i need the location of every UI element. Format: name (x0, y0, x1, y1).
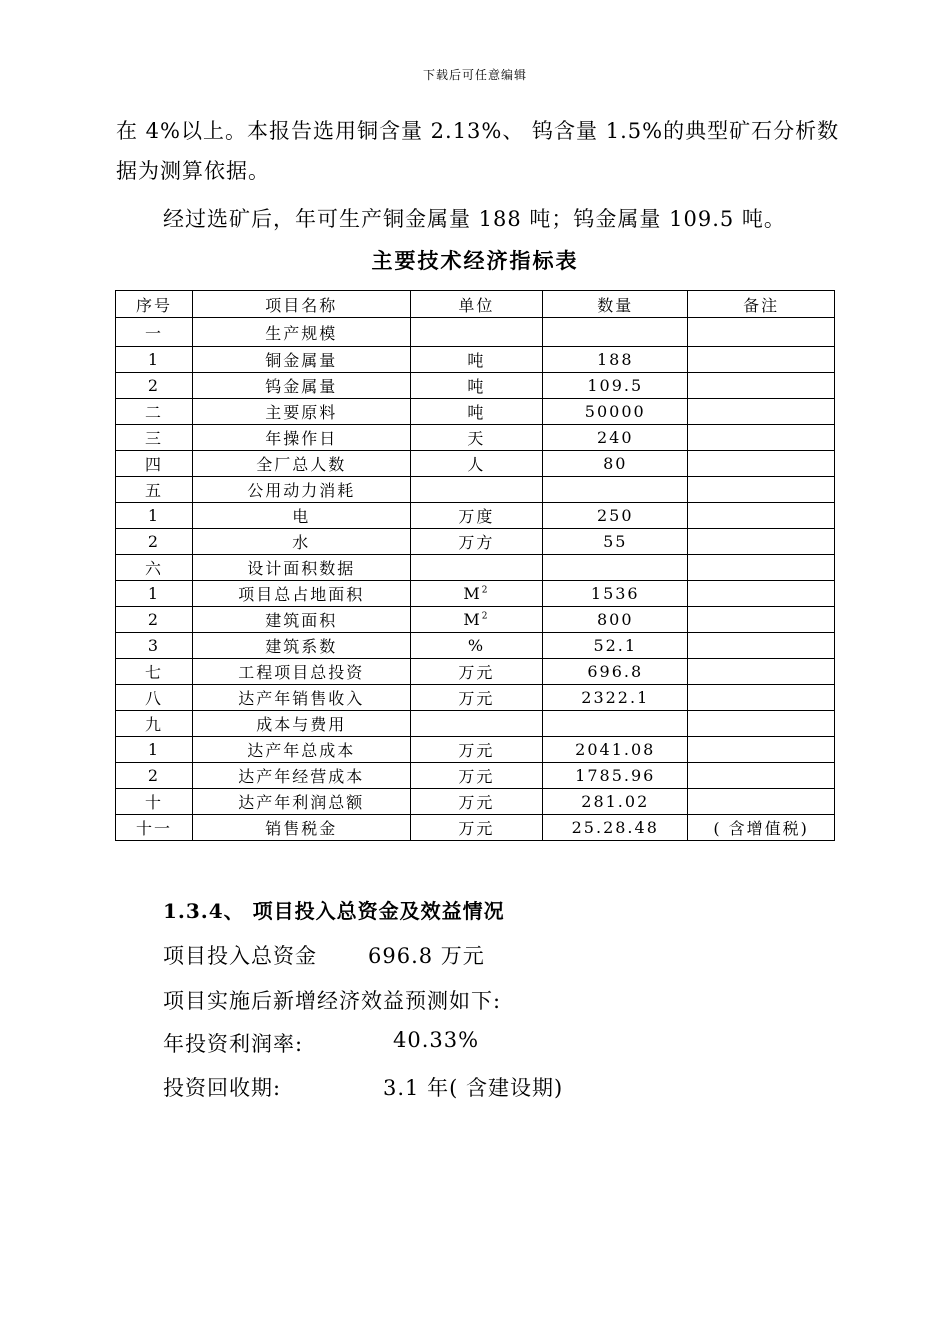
table-row (116, 555, 835, 581)
cell-unit: 万度 (410, 503, 543, 529)
table-row (116, 529, 835, 555)
cell-quantity: 109.5 (543, 373, 688, 399)
cell-remark (688, 529, 835, 555)
cell-unit: 天 (410, 425, 543, 451)
cell-quantity: 188 (543, 347, 688, 373)
table-row (116, 451, 835, 477)
cell-unit (410, 477, 543, 503)
payback-line (163, 1072, 564, 1102)
cell-quantity: 800 (543, 607, 688, 633)
profit-line (163, 1028, 480, 1058)
cell-item: 成本与费用 (192, 711, 410, 737)
cell-unit: 吨 (410, 373, 543, 399)
cell-index: 八 (116, 685, 193, 711)
cell-remark (688, 633, 835, 659)
cell-remark (688, 399, 835, 425)
cell-remark (688, 503, 835, 529)
table-row (116, 581, 835, 607)
table-title: 主要技术经济指标表 (371, 248, 579, 273)
cell-item: 项目总占地面积 (192, 581, 410, 607)
invest-value: 696.8 万元 (368, 944, 485, 968)
cell-index: 十 (116, 789, 193, 815)
cell-item: 生产规模 (192, 318, 410, 347)
cell-item: 销售税金 (192, 815, 410, 841)
cell-remark (688, 581, 835, 607)
cell-unit: 万元 (410, 763, 543, 789)
table-row (116, 607, 835, 633)
cell-quantity: 55 (543, 529, 688, 555)
cell-item: 达产年经营成本 (192, 763, 410, 789)
cell-index: 十一 (116, 815, 193, 841)
cell-remark: ( 含增值税) (688, 815, 835, 841)
cell-remark (688, 711, 835, 737)
cell-index: 四 (116, 451, 193, 477)
table-header-row (116, 291, 835, 318)
cell-remark (688, 373, 835, 399)
header-cell-index: 序号 (116, 291, 193, 318)
cell-quantity: 250 (543, 503, 688, 529)
cell-index: 1 (116, 737, 193, 763)
profit-label: 年投资利润率: (163, 1032, 304, 1056)
cell-item: 水 (192, 529, 410, 555)
cell-unit: 吨 (410, 347, 543, 373)
cell-item: 铜金属量 (192, 347, 410, 373)
cell-index: 九 (116, 711, 193, 737)
cell-quantity: 2322.1 (543, 685, 688, 711)
payback-value: 3.1 年( 含建设期) (383, 1076, 564, 1100)
invest-label: 项目投入总资金 (163, 944, 317, 968)
table-row (116, 633, 835, 659)
table-row (116, 737, 835, 763)
cell-index: 五 (116, 477, 193, 503)
cell-index: 2 (116, 607, 193, 633)
cell-item: 建筑面积 (192, 607, 410, 633)
cell-quantity: 281.02 (543, 789, 688, 815)
cell-unit: 万元 (410, 815, 543, 841)
cell-quantity: 50000 (543, 399, 688, 425)
cell-index: 1 (116, 581, 193, 607)
cell-unit: 万方 (410, 529, 543, 555)
cell-item: 达产年利润总额 (192, 789, 410, 815)
cell-unit: 万元 (410, 789, 543, 815)
cell-quantity: 1536 (543, 581, 688, 607)
cell-index: 六 (116, 555, 193, 581)
unit-superscript: 2 (481, 611, 490, 622)
cell-unit (410, 318, 543, 347)
table-row (116, 399, 835, 425)
cell-remark (688, 659, 835, 685)
cell-unit: 人 (410, 451, 543, 477)
cell-index: 2 (116, 763, 193, 789)
payback-label: 投资回收期: (163, 1076, 282, 1100)
cell-quantity (543, 477, 688, 503)
table-row (116, 373, 835, 399)
section-title: 1.3.4、 项目投入总资金及效益情况 (163, 899, 505, 923)
cell-remark (688, 607, 835, 633)
cell-item: 建筑系数 (192, 633, 410, 659)
cell-unit (410, 711, 543, 737)
cell-unit: $M^2$ (410, 581, 543, 607)
table-row (116, 318, 835, 347)
cell-remark (688, 789, 835, 815)
cell-quantity: 240 (543, 425, 688, 451)
cell-item: 钨金属量 (192, 373, 410, 399)
table-row (116, 789, 835, 815)
header-cell-item: 项目名称 (192, 291, 410, 318)
paragraph-output: 经过选矿后，年可生产铜金属量 188 吨；钨金属量 109.5 吨。 (163, 207, 786, 231)
cell-unit: 万元 (410, 737, 543, 763)
cell-item: 电 (192, 503, 410, 529)
cell-item: 主要原料 (192, 399, 410, 425)
paragraph-ore-analysis: 在 4%以上。本报告选用铜含量 2.13%、 钨含量 1.5%的典型矿石分析数据为测算依据。 (116, 119, 840, 183)
cell-index: 七 (116, 659, 193, 685)
header-cell-remark: 备注 (688, 291, 835, 318)
cell-quantity (543, 555, 688, 581)
cell-index: 三 (116, 425, 193, 451)
cell-index: 3 (116, 633, 193, 659)
cell-index: 二 (116, 399, 193, 425)
table-row (116, 425, 835, 451)
cell-index: 1 (116, 347, 193, 373)
cell-unit: 万元 (410, 659, 543, 685)
profit-value: 40.33% (393, 1028, 480, 1052)
cell-quantity: 25.28.48 (543, 815, 688, 841)
cell-quantity: 2041.08 (543, 737, 688, 763)
cell-index: 2 (116, 529, 193, 555)
metrics-table (115, 290, 835, 841)
cell-unit: 吨 (410, 399, 543, 425)
cell-unit: 万元 (410, 685, 543, 711)
table-row (116, 659, 835, 685)
table-body (116, 318, 835, 841)
header-cell-unit: 单位 (410, 291, 543, 318)
cell-unit: $M^2$ (410, 607, 543, 633)
cell-quantity: 1785.96 (543, 763, 688, 789)
cell-item: 年操作日 (192, 425, 410, 451)
cell-unit: % (410, 633, 543, 659)
cell-item: 全厂总人数 (192, 451, 410, 477)
cell-item: 公用动力消耗 (192, 477, 410, 503)
cell-unit (410, 555, 543, 581)
forecast-line: 项目实施后新增经济效益预测如下: (163, 989, 502, 1013)
page-header: 下载后可任意编辑 (422, 68, 527, 82)
cell-quantity: 696.8 (543, 659, 688, 685)
cell-remark (688, 737, 835, 763)
table-row (116, 477, 835, 503)
cell-index: 2 (116, 373, 193, 399)
cell-remark (688, 477, 835, 503)
cell-remark (688, 425, 835, 451)
table-row (116, 815, 835, 841)
cell-index: 1 (116, 503, 193, 529)
table-row (116, 347, 835, 373)
cell-remark (688, 555, 835, 581)
table-row (116, 503, 835, 529)
cell-quantity (543, 711, 688, 737)
cell-quantity: 80 (543, 451, 688, 477)
unit-superscript: 2 (481, 585, 490, 596)
cell-item: 达产年总成本 (192, 737, 410, 763)
table-row (116, 711, 835, 737)
cell-item: 达产年销售收入 (192, 685, 410, 711)
cell-index: 一 (116, 318, 193, 347)
invest-line (163, 940, 485, 970)
cell-remark (688, 685, 835, 711)
cell-remark (688, 763, 835, 789)
header-cell-quantity: 数量 (543, 291, 688, 318)
table-row (116, 763, 835, 789)
cell-item: 设计面积数据 (192, 555, 410, 581)
cell-quantity (543, 318, 688, 347)
cell-quantity: 52.1 (543, 633, 688, 659)
cell-remark (688, 347, 835, 373)
table-row (116, 685, 835, 711)
cell-remark (688, 451, 835, 477)
cell-remark (688, 318, 835, 347)
cell-item: 工程项目总投资 (192, 659, 410, 685)
